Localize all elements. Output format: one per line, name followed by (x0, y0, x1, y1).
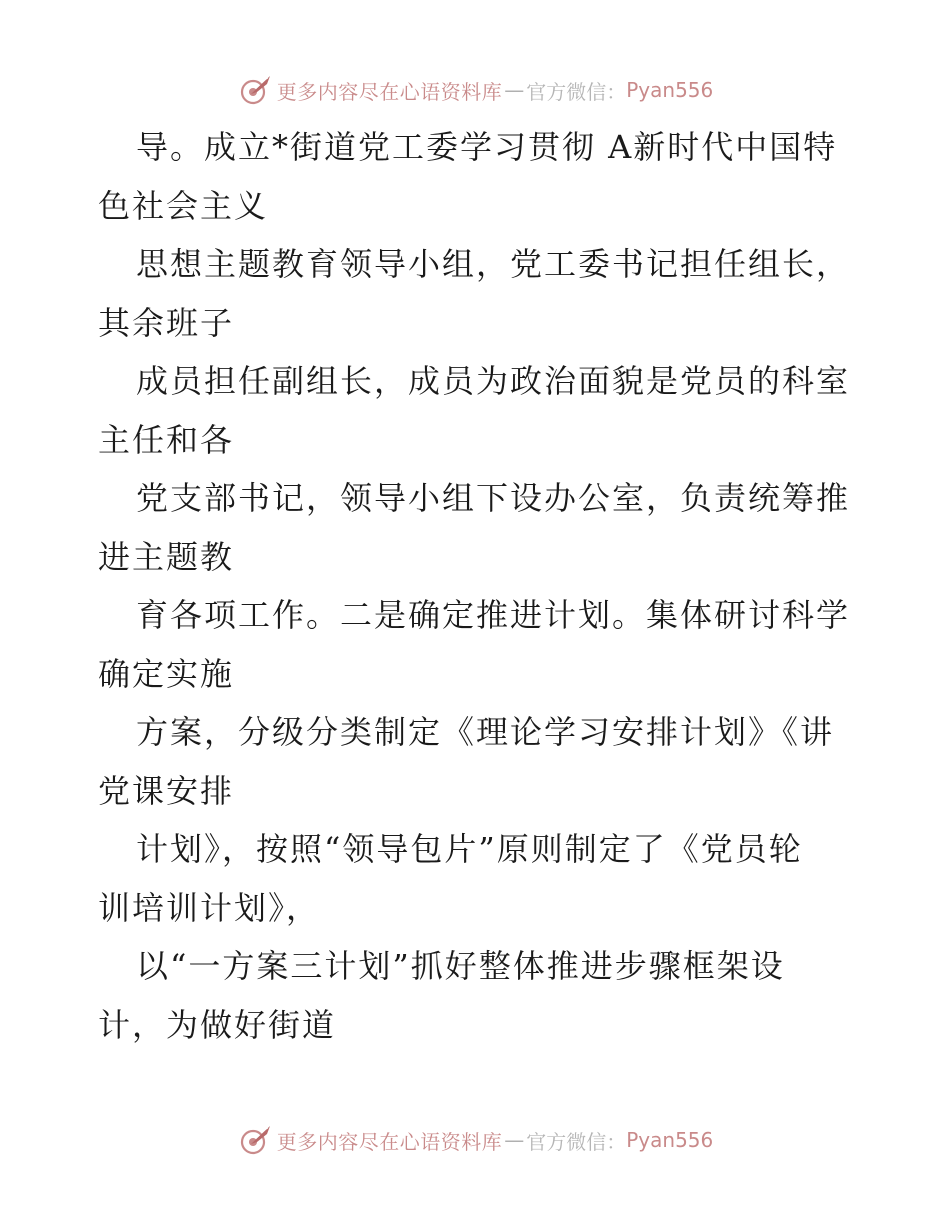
watermark-dash: — (504, 78, 525, 102)
watermark-dash: — (504, 1128, 525, 1152)
paragraph-line: 方案，分级分类制定《理论学习安排计划》《讲 (136, 713, 835, 751)
watermark-id-text: Pyan556 (626, 1128, 714, 1152)
paragraph-line: 训培训计划》， (98, 888, 321, 927)
paragraph-line: 以“一方案三计划”抓好整体推进步骤框架设 (136, 947, 785, 985)
paragraph-line: 党课安排 (98, 771, 235, 810)
paragraph-line: 主任和各 (98, 420, 235, 459)
paragraph-line: 确定实施 (98, 654, 235, 693)
watermark-main-text: 更多内容尽在心语资料库 (276, 79, 503, 104)
paragraph-line: 计划》，按照“领导包片”原则制定了《党员轮 (136, 830, 803, 868)
watermark-sub-text: 官方微信： (526, 79, 627, 104)
paragraph-line: 计，为做好街道 (98, 1005, 337, 1044)
quill-pen-logo-icon (237, 72, 273, 108)
footer-watermark (0, 1120, 950, 1160)
paragraph-line: 思想主题教育领导小组，党工委书记担任组长， (136, 245, 851, 283)
paragraph-line: 党支部书记，领导小组下设办公室，负责统筹推 (136, 479, 851, 517)
paragraph-line: 成员担任副组长，成员为政治面貌是党员的科室 (136, 362, 851, 400)
paragraph-line: 育各项工作。二是确定推进计划。集体研讨科学 (136, 596, 851, 634)
paragraph-line: 色社会主义 (98, 186, 269, 225)
quill-pen-logo-icon (237, 1122, 273, 1158)
paragraph-line: 其余班子 (98, 303, 235, 342)
document-body (98, 118, 858, 1054)
paragraph-line: 导。成立*街道党工委学习贯彻 A新时代中国特 (136, 128, 838, 166)
paragraph-line: 进主题教 (98, 537, 235, 576)
header-watermark (0, 70, 950, 110)
watermark-sub-text: 官方微信： (526, 1129, 627, 1154)
watermark-id-text: Pyan556 (626, 78, 714, 102)
watermark-main-text: 更多内容尽在心语资料库 (276, 1129, 503, 1154)
